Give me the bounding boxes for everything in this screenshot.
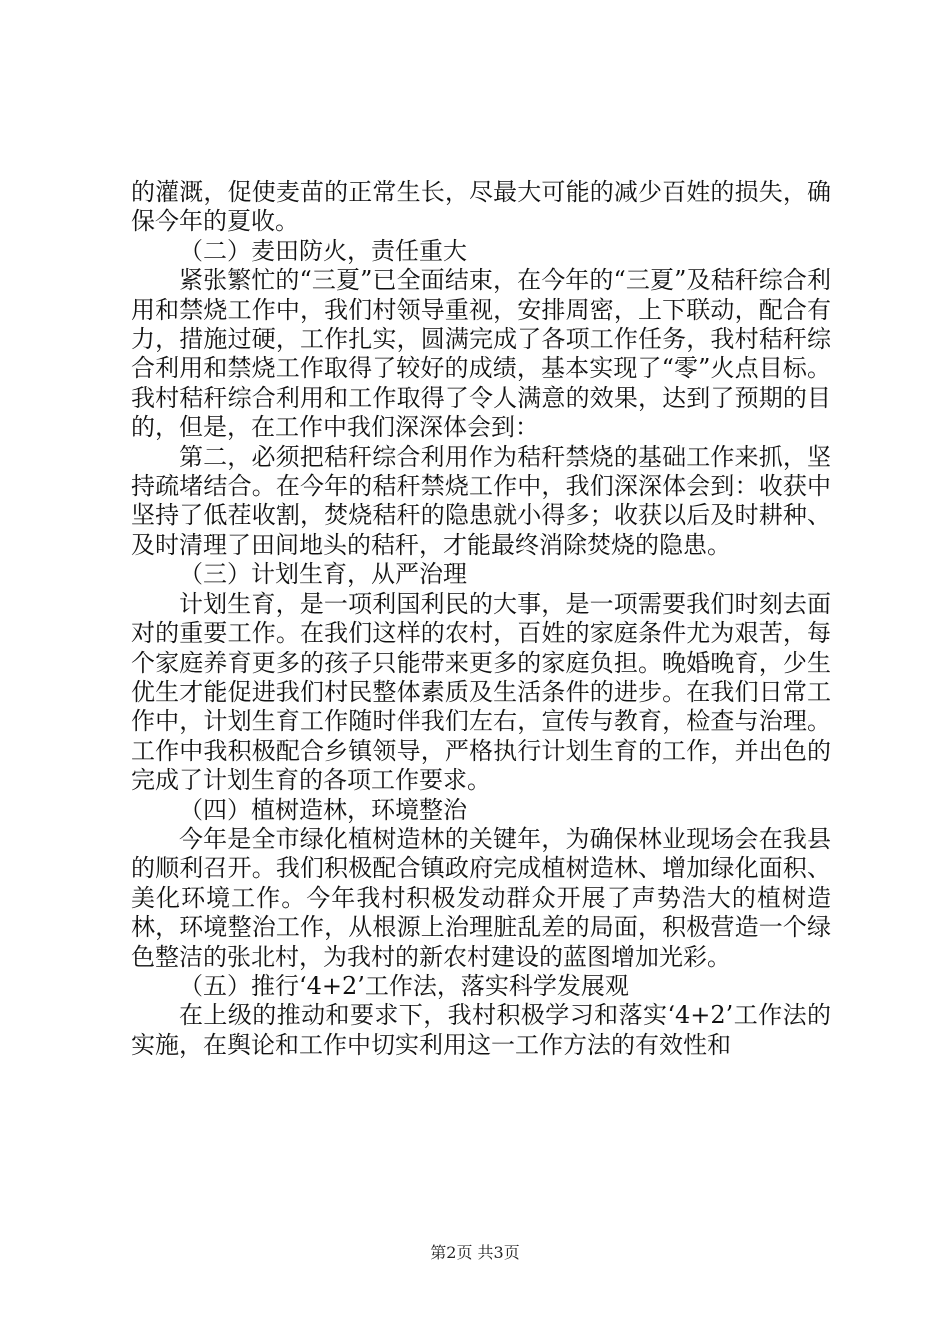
paragraph-work-method: 在上级的推动和要求下，我村积极学习和落实‘4+2’工作法的实施，在舆论和工作中切实利用这一工作方法的有效性和: [131, 1001, 831, 1059]
document-body: [131, 178, 831, 1060]
section-heading-fire-prevention: （二）麦田防火，责任重大: [179, 236, 467, 265]
paragraph-continuation: 的灌溉，促使麦苗的正常生长，尽最大可能的减少百姓的损失，确保今年的夏收。: [131, 178, 831, 236]
section-heading-afforestation: （四）植树造林，环境整治: [179, 795, 467, 824]
paragraph-straw-burning: 紧张繁忙的“三夏”已全面结束，在今年的“三夏”及秸秆综合利用和禁烧工作中，我们村领导重视，安排周密，上下联动，配合有力，措施过硬，工作扎实，圆满完成了各项工作任务，我村秸秆综合利用和禁烧工作取得了较好的成绩，基本实现了“零”火点目标。我村秸秆综合利用和工作取得了令人满意的效果，达到了预期的目的，但是，在工作中我们深深体会到：: [131, 266, 831, 442]
page-number-footer: 第2页 共3页: [430, 1243, 520, 1262]
section-heading-family-planning: （三）计划生育，从严治理: [179, 560, 467, 589]
section-heading-work-method: （五）推行‘4+2’工作法，落实科学发展观: [179, 971, 629, 1000]
paragraph-afforestation: 今年是全市绿化植树造林的关键年，为确保林业现场会在我县的顺利召开。我们积极配合镇政府完成植树造林、增加绿化面积、美化环境工作。今年我村积极发动群众开展了声势浩大的植树造林，环境整治工作，从根源上治理脏乱差的局面，积极营造一个绿色整洁的张北村，为我村的新农村建设的蓝图增加光彩。: [131, 824, 831, 971]
paragraph-family-planning: 计划生育，是一项利国利民的大事，是一项需要我们时刻去面对的重要工作。在我们这样的农村，百姓的家庭条件尤为艰苦，每个家庭养育更多的孩子只能带来更多的家庭负担。晚婚晚育，少生优生才能促进我们村民整体素质及生活条件的进步。在我们日常工作中，计划生育工作随时伴我们左右，宣传与教育，检查与治理。工作中我积极配合乡镇领导，严格执行计划生育的工作，并出色的完成了计划生育的各项工作要求。: [131, 589, 831, 795]
paragraph-second-point: 第二，必须把秸秆综合利用作为秸秆禁烧的基础工作来抓，坚持疏堵结合。在今年的秸秆禁烧工作中，我们深深体会到：收获中坚持了低茬收割，焚烧秸秆的隐患就小得多；收获以后及时耕种、及时清理了田间地头的秸秆，才能最终消除焚烧的隐患。: [131, 442, 831, 559]
